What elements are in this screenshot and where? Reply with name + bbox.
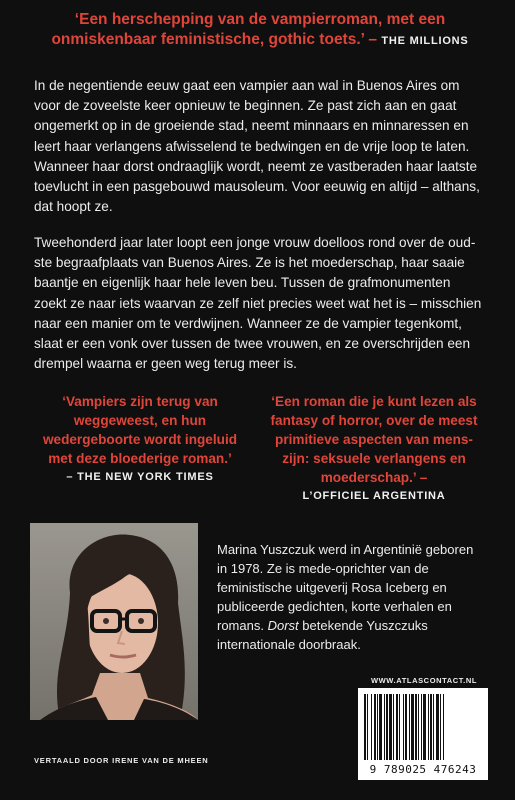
isbn-barcode	[358, 688, 488, 780]
synopsis-paragraph-2: Tweehonderd jaar later loopt een jonge vrouw doelloos rond over de oudste begraafplaats van Buenos Aires. Ze is het moederschap, haar saaie baantje en eigenlijk haar hele leven beu. Tussen de grafmonumenten zoekt ze naar iets waarvan ze zelf niet precies weet wat het is – misschien naar een manier om te verdwijnen. Wanneer ze de vampier tegenkomt, slaat er een vonk over tussen de twee vrouwen, en ze overschrijden een drempel waarna er geen weg terug meer is.	[34, 235, 482, 372]
publisher-website: WWW.ATLASCONTACT.NL	[370, 676, 478, 685]
barcode-bar	[423, 694, 426, 760]
barcode-bar	[403, 694, 404, 760]
barcode-bar	[409, 694, 410, 760]
author-photo	[30, 523, 198, 720]
quote-right-source: L’OFFICIEL ARGENTINA	[302, 490, 446, 502]
barcode-bar	[399, 694, 400, 760]
barcode-bar	[379, 694, 382, 760]
barcode-bars	[362, 694, 484, 760]
barcode-bar	[371, 694, 372, 760]
author-portrait-image	[30, 523, 198, 720]
isbn-number: 9 789025 476243	[369, 763, 477, 776]
author-bio-text: Marina Yuszczuk werd in Argentinië geboren in 1978. Ze is mede-oprichter van de feministische uitgeverij Rosa Iceberg en publiceerde gedichten, korte verhalen en romans.	[217, 542, 474, 633]
barcode-bar	[443, 694, 444, 760]
barcode-bar	[364, 694, 366, 760]
review-quote-right	[268, 392, 480, 506]
quote-left-text: ‘Vampiers zijn terug van weggeweest, en hun wedergeboorte wordt ingeluid met deze bloederige roman.’	[42, 394, 238, 466]
book-title: Dorst	[267, 618, 299, 633]
barcode-bar	[436, 694, 439, 760]
barcode-bar	[396, 694, 398, 760]
barcode-bar	[384, 694, 385, 760]
barcode-bar	[386, 694, 388, 760]
top-quote-source: THE MILLIONS	[381, 35, 469, 47]
barcode-bar	[393, 694, 394, 760]
barcode-bar	[405, 694, 407, 760]
barcode-bar	[374, 694, 376, 760]
review-quote-left	[40, 392, 240, 487]
barcode-bar	[415, 694, 417, 760]
top-quote-dash: –	[364, 31, 382, 48]
synopsis-paragraph-1: In de negentiende eeuw gaat een vampier aan wal in Buenos Aires om voor de zoveelste keer opnieuw te beginnen. Ze past zich aan en gaat ongemerkt op in de groeiende stad, neemt minnaars en minnaressen en leert haar verlangens afwisselend te bedwingen en de vrije loop te laten. Wanneer haar dorst ondraaglijk wordt, neemt ze vastberaden haar laatste toevlucht in een pasgebouwd mausoleum. Voor eeuwig en altijd – althans, dat hoopt ze.	[34, 78, 480, 215]
quote-right-text: ‘Een roman die je kunt lezen als fantasy of horror, over de meest primitieve aspecten van mens-zijn: seksuele verlangens en moederschap.’ –	[270, 394, 478, 485]
barcode-bar	[430, 694, 432, 760]
barcode-bar	[428, 694, 429, 760]
barcode-bar	[433, 694, 434, 760]
top-quote-text: ‘Een herschepping van de vampierroman, met een onmiskenbaar feministische, gothic toets.’	[51, 11, 446, 48]
author-bio-text-end: betekende Yuszczuks internationale doorbraak.	[217, 618, 428, 652]
quote-left-source: – THE NEW YORK TIMES	[66, 471, 214, 483]
barcode-bar	[418, 694, 419, 760]
barcode-bar	[377, 694, 378, 760]
barcode-bar	[411, 694, 414, 760]
barcode-bar	[421, 694, 422, 760]
top-review-quote	[40, 10, 480, 51]
barcode-bar	[389, 694, 392, 760]
translator-credit: VERTAALD DOOR IRENE VAN DE MHEEN	[34, 756, 209, 765]
author-bio	[217, 540, 487, 654]
barcode-bar	[367, 694, 368, 760]
barcode-bar	[440, 694, 441, 760]
